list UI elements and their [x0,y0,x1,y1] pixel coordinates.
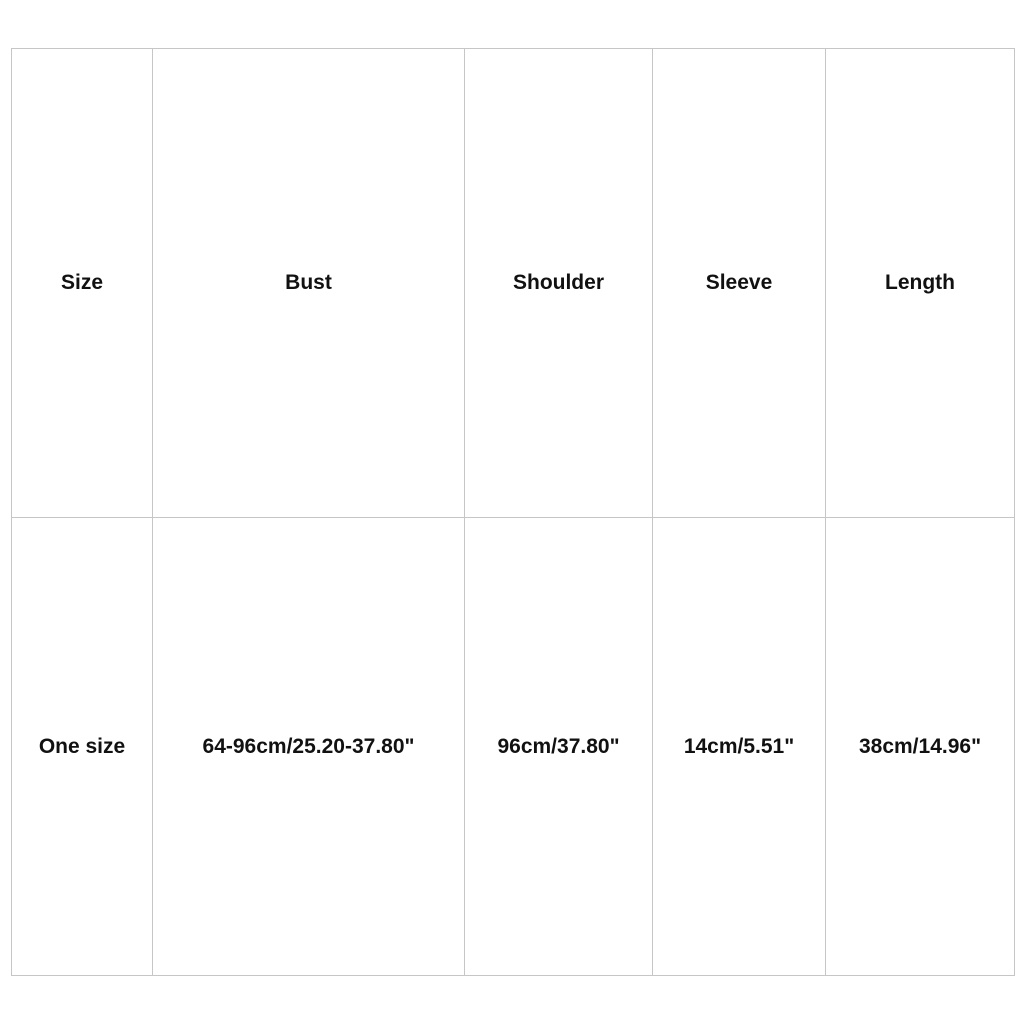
cell-sleeve: 14cm/5.51" [653,518,826,976]
table-header-row [12,49,1015,518]
header-length: Length [826,49,1015,518]
size-table [11,48,1015,976]
cell-bust: 64-96cm/25.20-37.80" [153,518,465,976]
table-row [12,518,1015,976]
header-size: Size [12,49,153,518]
cell-size: One size [12,518,153,976]
header-bust: Bust [153,49,465,518]
cell-shoulder: 96cm/37.80" [465,518,653,976]
cell-length: 38cm/14.96" [826,518,1015,976]
header-sleeve: Sleeve [653,49,826,518]
header-shoulder: Shoulder [465,49,653,518]
